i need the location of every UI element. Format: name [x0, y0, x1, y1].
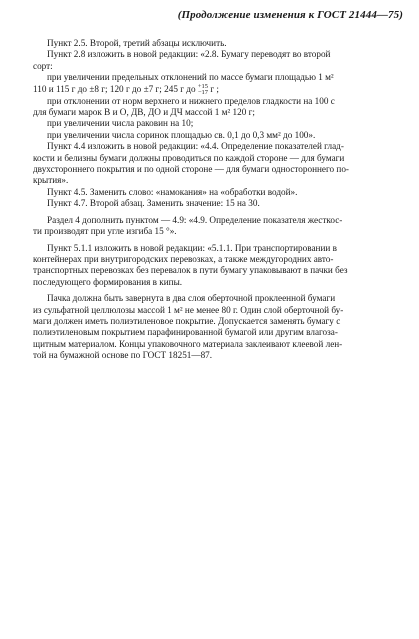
tolerance-lower: −17	[197, 88, 209, 96]
running-header: (Продолжение изменения к ГОСТ 21444—75)	[177, 9, 403, 21]
document-body	[33, 38, 389, 362]
item-5-1-1-cont3: последующего формирования в кипы.	[33, 276, 183, 287]
packing-cont4: щитным материалом. Концы упаковочного материала заклеивают клеевой лен-	[33, 338, 343, 349]
item-5-1-1-cont2: транспортных перевозках без перевалок в пути бумагу упаковывают в пачки без	[33, 265, 348, 276]
mass-tolerance-unit: г ;	[210, 83, 219, 94]
smoothness-line: при отклонении от норм верхнего и нижнего пределов гладкости на 100 с	[47, 95, 335, 106]
smoothness-cont: для бумаги марок В и О, ДВ, ДО и ДЧ массой 1 м² 120 г;	[33, 107, 255, 118]
packing-cont3: полиэтиленовым покрытием парафинированной бумагой или другим влагоза-	[33, 327, 338, 338]
item-4-4-cont1: кости и белизны бумаги должны проводиться по каждой стороне — для бумаги	[33, 152, 345, 163]
mass-tolerance-text: 110 и 115 г до ±8 г; 120 г до ±7 г; 245 г до	[33, 83, 196, 94]
mass-tolerance-line	[33, 84, 389, 96]
specks-line: при увеличении числа соринок площадью св. 0,1 до 0,3 мм² до 100».	[47, 129, 316, 140]
tolerance-fraction	[198, 84, 208, 96]
section-4-9-cont: ти производят при угле изгиба 15 °».	[33, 226, 177, 237]
packing-cont2: маги должен иметь полиэтиленовое покрытие. Допускается заменять бумагу с	[33, 315, 341, 326]
item-2-8-cont: сорт:	[33, 60, 53, 71]
item-4-4-cont2: двухстороннего покрытия и по одной стороне — для бумаги одностороннего по-	[33, 164, 349, 175]
item-2-5: Пункт 2.5. Второй, третий абзацы исключить.	[47, 38, 227, 48]
section-4-9-line: Раздел 4 дополнить пунктом — 4.9: «4.9. Определение показателя жесткос-	[47, 214, 343, 225]
deviation-line: при увеличении предельных отклонений по массе бумаги площадью 1 м²	[47, 72, 334, 83]
packing-cont1: из сульфатной целлюлозы массой 1 м² не менее 80 г. Один слой оберточной бу-	[33, 304, 344, 315]
item-4-4-line: Пункт 4.4 изложить в новой редакции: «4.4. Определение показателей глад-	[47, 141, 344, 152]
packing-cont5: той на бумажной основе по ГОСТ 18251—87.	[33, 350, 213, 361]
item-5-1-1-cont1: контейнерах при внутригородских перевозках, а также междугородних авто-	[33, 253, 334, 264]
shells-line: при увеличении числа раковин на 10;	[47, 118, 194, 129]
item-5-1-1-line: Пункт 5.1.1 изложить в новой редакции: «5.1.1. При транспортировании в	[47, 242, 337, 253]
tolerance-upper: +15	[197, 82, 209, 90]
item-4-4-cont3: крытия».	[33, 175, 69, 186]
packing-line: Пачка должна быть завернута в два слоя оберточной проклеенной бумаги	[47, 293, 336, 304]
item-2-8-line: Пункт 2.8 изложить в новой редакции: «2.8. Бумагу переводят во второй	[47, 49, 331, 60]
item-4-7: Пункт 4.7. Второй абзац. Заменить значение: 15 на 30.	[47, 198, 260, 209]
item-4-5: Пункт 4.5. Заменить слово: «намокания» на «обработки водой».	[47, 186, 298, 197]
